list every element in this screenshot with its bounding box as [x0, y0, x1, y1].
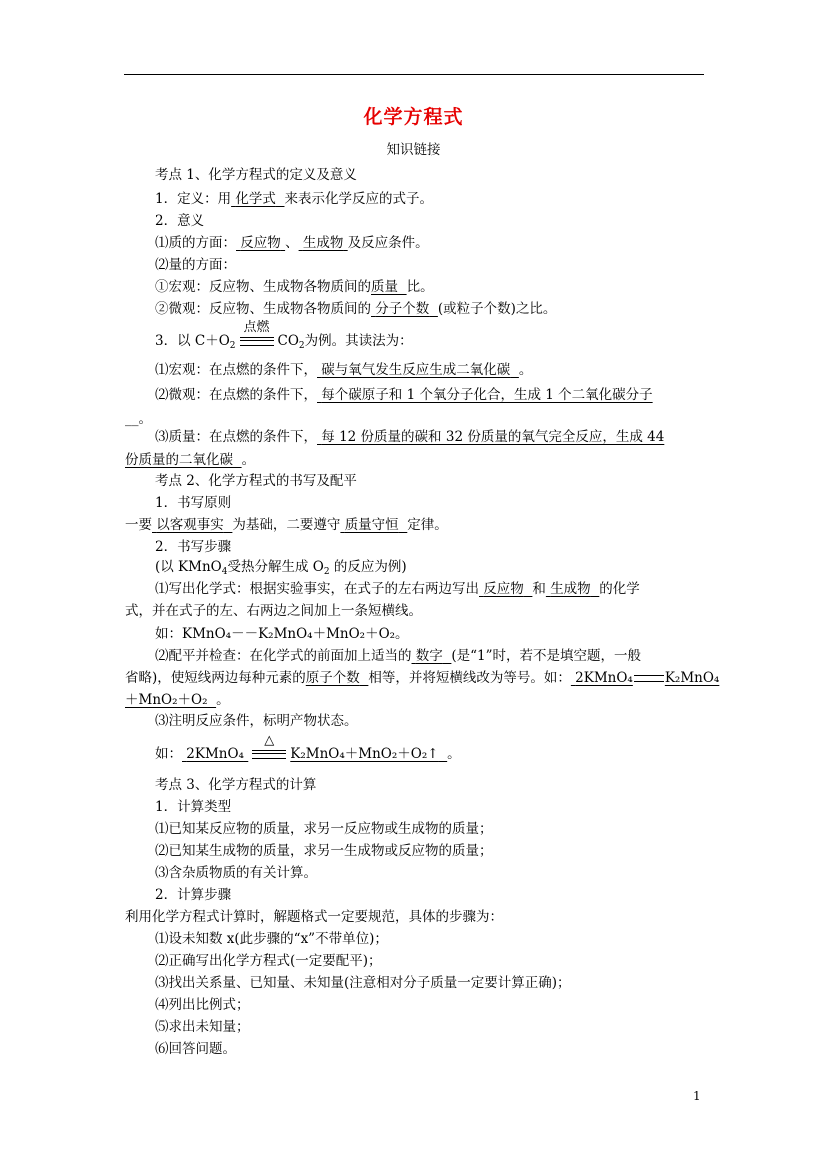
calc-type-1: ⑴已知某反应物的质量，求另一反应物或生成物的质量； — [155, 821, 493, 837]
step3-example: 如： 2KMnO₄ △ K₂MnO₄＋MnO₂＋O₂↑ 。 — [155, 733, 461, 762]
equals-sign-icon: △ — [252, 750, 286, 759]
calc-step-4: ⑷列出比例式； — [155, 997, 250, 1013]
page-subtitle: 知识链接 — [386, 142, 441, 158]
step3-line: ⑶注明反应条件，标明产物状态。 — [155, 713, 358, 729]
step2-line: ⑵配平并检查：在化学式的前面加上适当的 数字 (是“1”时，若不是填空题，一般 — [155, 648, 642, 664]
reading-mass-cont: 份质量的二氧化碳 。 — [125, 452, 256, 468]
calc-types-heading: 1．计算类型 — [155, 799, 232, 815]
meaning-heading: 2．意义 — [155, 213, 205, 229]
calc-step-6: ⑹回答问题。 — [155, 1041, 236, 1057]
reading-micro: ⑵微观：在点燃的条件下， 每个碳原子和 1 个氧分子化合，生成 1 个二氧化碳分子 — [155, 387, 653, 403]
calc-type-2: ⑵已知某生成物的质量，求另一生成物或反应物的质量； — [155, 843, 493, 859]
steps-example-note: (以 KMnO$_4$受热分解生成 $O_2$ 的反应为例) — [155, 559, 407, 577]
calc-step-1: ⑴设未知数 x(此步骤的“x”不带单位)； — [155, 931, 388, 947]
calc-steps-intro: 利用化学方程式计算时，解题格式一定要规范，具体的步骤为： — [125, 909, 503, 925]
micro-line: ②微观：反应物、生成物各物质间的 分子个数 (或粒子个数)之比。 — [155, 301, 557, 317]
steps-heading: 2．书写步骤 — [155, 539, 232, 555]
step1-line-cont: 式，并在式子的左、右两边之间加上一条短横线。 — [125, 603, 422, 619]
step2-line-cont: 省略)，使短线两边每种元素的原子个数 相等，并将短横线改为等号。如： 2KMnO₄ K₂MnO₄ — [125, 670, 720, 686]
principle-line: 一要 以客观事实 为基础，二要遵守 质量守恒 定律。 — [125, 517, 448, 533]
reading-macro: ⑴宏观：在点燃的条件下， 碳与氧气发生反应生成二氧化碳 。 — [155, 362, 533, 378]
calc-step-2: ⑵正确写出化学方程式(一定要配平)； — [155, 953, 382, 969]
calc-step-5: ⑸求出未知量； — [155, 1019, 250, 1035]
step1-line: ⑴写出化学式：根据实验事实，在式子的左右两边写出 反应物 和 生成物 的化学 — [155, 581, 640, 597]
quantity-heading: ⑵量的方面： — [155, 257, 236, 273]
section-heading: 考点 2、化学方程式的书写及配平 — [155, 473, 357, 489]
step2-example-cont: ＋MnO₂＋O₂ 。 — [125, 692, 230, 708]
macro-line: ①宏观：反应物、生成物各物质间的质量 比。 — [155, 279, 434, 295]
calc-type-3: ⑶含杂质物质的有关计算。 — [155, 865, 317, 881]
section-heading: 考点 3、化学方程式的计算 — [155, 777, 317, 793]
page-number: 1 — [693, 1089, 701, 1103]
header-rule — [124, 74, 704, 75]
step1-example: 如：KMnO₄－－K₂MnO₄＋MnO₂＋O₂。 — [155, 626, 409, 642]
equals-sign-icon: 点燃 — [240, 337, 274, 346]
calc-step-3: ⑶找出关系量、已知量、未知量(注意相对分子质量一定要计算正确)； — [155, 975, 571, 991]
principle-heading: 1．书写原则 — [155, 495, 232, 511]
example-equation-line: 3．以 $C+O_2$ 点燃 $CO_2$为例。其读法为： — [155, 320, 413, 351]
section-heading: 考点 1、化学方程式的定义及意义 — [155, 167, 357, 183]
quality-line: ⑴质的方面： 反应物 、 生成物 及反应条件。 — [155, 235, 429, 251]
equals-sign-icon — [634, 675, 664, 682]
calc-steps-heading: 2．计算步骤 — [155, 887, 232, 903]
page-title: 化学方程式 — [363, 106, 464, 128]
reading-micro-cont: __。 — [125, 411, 152, 427]
reading-mass: ⑶质量：在点燃的条件下， 每 12 份质量的碳和 32 份质量的氧气完全反应，生成 44 — [155, 429, 665, 445]
definition-line: 1．定义：用 化学式 来表示化学反应的式子。 — [155, 191, 433, 207]
